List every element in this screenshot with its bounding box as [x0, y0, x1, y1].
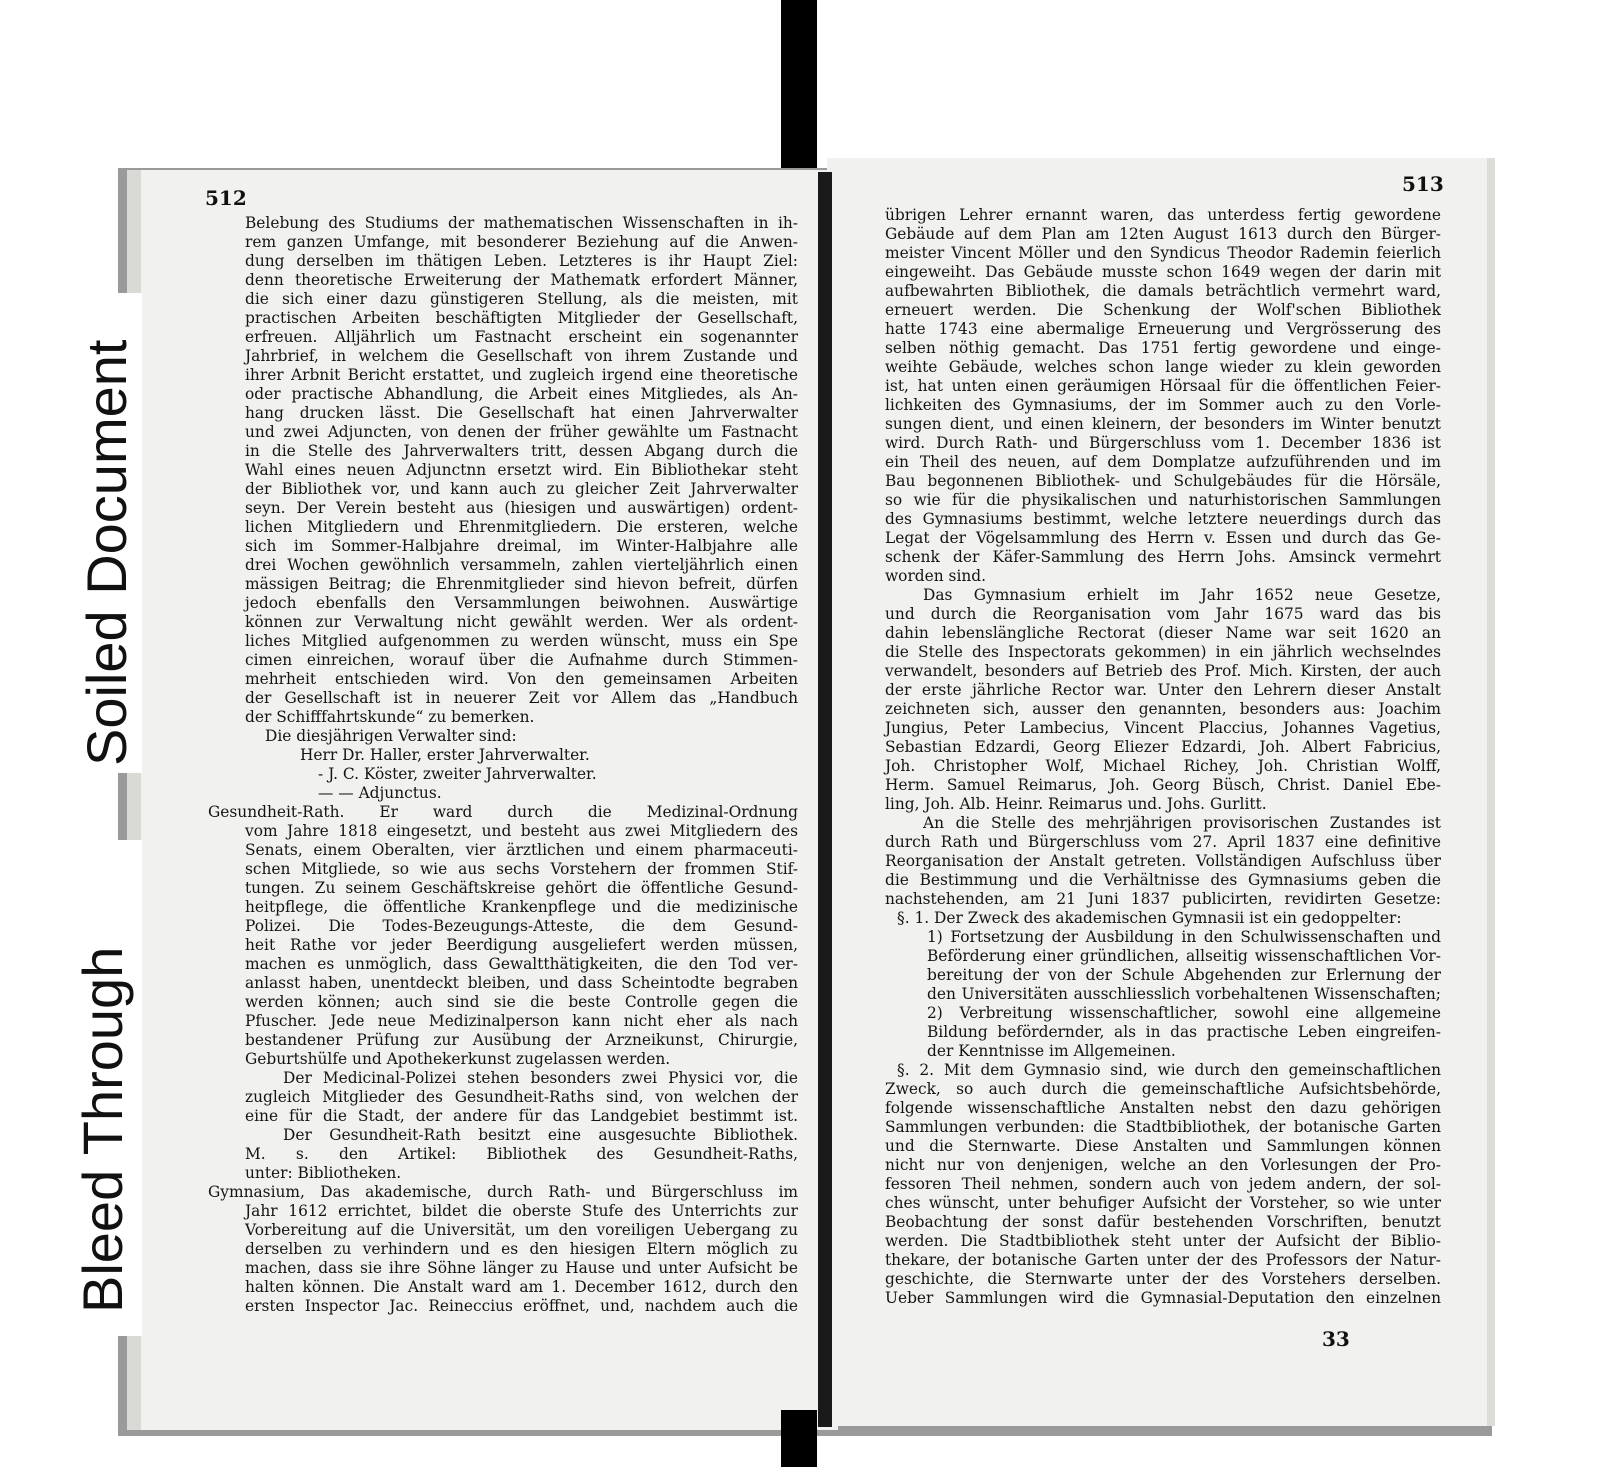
- gymnasium-line: Vorbereitung auf die Universität, um den voreiligen Uebergang zu: [245, 1221, 798, 1239]
- text-line: seyn. Der Verein besteht aus (hiesigen und auswärtigen) ordent-: [245, 499, 798, 517]
- text-line: aufbewahrten Bibliothek, die damals beträchtlich vermehrt ward,: [885, 282, 1441, 300]
- text-line: werden. Die Stadtbibliothek steht unter der Aufsicht der Biblio-: [885, 1232, 1441, 1250]
- text-line: dung derselben im thätigen Leben. Letzteres is ihr Haupt Ziel:: [245, 252, 798, 270]
- verwalter-item: - J. C. Köster, zweiter Jahrverwalter.: [318, 765, 597, 783]
- text-line: die Bestimmung und die Verhältnisse des Gymnasiums geben die: [885, 871, 1441, 889]
- text-line: mehrheit entschieden wird. Von den gemeinsamen Arbeiten: [245, 670, 798, 688]
- right-page-text: [885, 206, 1441, 1308]
- right-page-number: 513: [1402, 172, 1444, 196]
- text-line: Legat der Vögelsammlung des Herrn v. Essen und durch das Ge-: [885, 529, 1441, 547]
- gymnasium-line: ersten Inspector Jac. Reineccius eröffnet, und, nachdem auch die: [245, 1297, 798, 1315]
- text-line: Jahrbrief, in welchem die Gesellschaft von ihrem Zustande und: [245, 347, 798, 365]
- soiled-document-label: Soiled Document: [75, 339, 138, 766]
- gesundheit-line: zugleich Mitglieder des Gesundheit-Raths sind, von welchen der: [245, 1088, 798, 1106]
- text-line: selben nöthig gemacht. Das 1751 fertig gewordene und einge-: [885, 339, 1441, 357]
- text-line: §. 2. Mit dem Gymnasio sind, wie durch den gemeinschaftlichen: [897, 1061, 1441, 1079]
- text-line: und zwei Adjuncten, von denen der früher gewählte um Fastnacht: [245, 423, 798, 441]
- text-line: wird. Durch Rath- und Bürgerschluss vom 1. December 1836 ist: [885, 434, 1441, 452]
- verwalter-item: — — Adjunctus.: [318, 784, 442, 802]
- text-line: Gebäude auf dem Plan am 12ten August 1613 durch den Bürger-: [885, 225, 1441, 243]
- text-line: dahin lebenslängliche Rectorat (dieser Name war seit 1620 an: [885, 624, 1441, 642]
- bleed-through-label: Bleed Through: [71, 946, 134, 1313]
- text-line: übrigen Lehrer ernannt waren, das unterdess fertig gewordene: [885, 206, 1441, 224]
- text-line: der Gesellschaft ist in neuerer Zeit vor Allem das „Handbuch: [245, 689, 798, 707]
- text-line: ein Theil des neuen, auf dem Domplatze aufzuführenden und im: [885, 453, 1441, 471]
- text-line: hatte 1743 eine abermalige Erneuerung und Vergrösserung des: [885, 320, 1441, 338]
- text-line: des Gymnasiums bestimmt, welche letztere neuerdings durch das: [885, 510, 1441, 528]
- text-line: die sich einer dazu günstigeren Stellung, als die meisten, mit: [245, 290, 798, 308]
- text-line: fessoren Theil nehmen, sondern auch von jedem andern, der sol-: [885, 1175, 1441, 1193]
- text-line: der Schifffahrtskunde“ zu bemerken.: [245, 708, 535, 726]
- gesundheit-line: heitpflege, die öffentliche Krankenpflege und die medizinische: [245, 898, 798, 916]
- text-line: liches Mitglied aufgenommen zu werden wünscht, muss ein Spe: [245, 632, 798, 650]
- text-line: sungen dient, und einen kleinern, der besonders im Winter benutzt: [885, 415, 1441, 433]
- text-line: nachstehenden, am 21 Juni 1837 publicirten, revidirten Gesetze:: [885, 890, 1441, 908]
- verwalter-item: Herr Dr. Haller, erster Jahrverwalter.: [300, 746, 590, 764]
- left-page-number: 512: [205, 186, 247, 210]
- gesundheit-line: unter: Bibliotheken.: [245, 1164, 402, 1182]
- text-line: zeichneten sich, ausser den genannten, besonders aus: Joachim: [885, 700, 1441, 718]
- text-line: lichkeiten des Gymnasiums, der im Sommer auch zu den Vorle-: [885, 396, 1441, 414]
- gymnasium-line: Gymnasium, Das akademische, durch Rath- und Bürgerschluss im: [208, 1183, 798, 1201]
- text-line: denn theoretische Erweiterung der Mathematk erfordert Männer,: [245, 271, 798, 289]
- gesundheit-line: Geburtshülfe und Apothekerkunst zugelassen werden.: [245, 1050, 671, 1068]
- text-line: An die Stelle des mehrjährigen provisorischen Zustandes ist: [923, 814, 1441, 832]
- text-line: Belebung des Studiums der mathematischen Wissenschaften in ih-: [245, 214, 798, 232]
- text-line: oder practische Abhandlung, die Arbeit eines Mitgliedes, als An-: [245, 385, 798, 403]
- text-line: in die Stelle des Jahrverwalters tritt, dessen Abgang durch die: [245, 442, 798, 460]
- gesundheit-line: machen es unmöglich, dass Gewaltthätigkeiten, die den Tod ver-: [245, 955, 798, 973]
- text-line: ches wünscht, unter behufiger Aufsicht der Vorsteher, so wie unter: [885, 1194, 1441, 1212]
- gesundheit-line: Der Medicinal-Polizei stehen besonders zwei Physici vor, die: [283, 1069, 798, 1087]
- text-line: erfreuen. Alljährlich um Fastnacht erscheint ein sogenannter: [245, 328, 798, 346]
- text-line: 1) Fortsetzung der Ausbildung in den Schulwissenschaften und: [927, 928, 1441, 946]
- signature-mark: 33: [1322, 1327, 1350, 1351]
- text-line: rem ganzen Umfange, mit besonderer Beziehung auf die Anwen-: [245, 233, 798, 251]
- text-line: Bau begonnenen Bibliothek- und Schulgebäudes für die Hörsäle,: [885, 472, 1441, 490]
- verwalter-heading: Die diesjährigen Verwalter sind:: [265, 727, 517, 745]
- spine-top: [781, 0, 817, 175]
- text-line: lichen Mitgliedern und Ehrenmitgliedern. Die ersteren, welche: [245, 518, 798, 536]
- text-line: durch Rath und Bürgerschluss vom 27. April 1837 eine definitive: [885, 833, 1441, 851]
- text-line: Jungius, Peter Lambecius, Vincent Placcius, Johannes Vagetius,: [885, 719, 1441, 737]
- text-line: sich im Sommer-Halbjahre dreimal, im Winter-Halbjahre alle: [245, 537, 798, 555]
- text-line: hang drucken lässt. Die Gesellschaft hat einen Jahrverwalter: [245, 404, 798, 422]
- text-line: worden sind.: [885, 567, 987, 585]
- gesundheit-line: Pfuscher. Jede neue Medizinalperson kann nicht eher als nach: [245, 1012, 798, 1030]
- text-line: cimen einreichen, worauf über die Aufnahme durch Stimmen-: [245, 651, 798, 669]
- text-line: Das Gymnasium erhielt im Jahr 1652 neue Gesetze,: [923, 586, 1441, 604]
- text-line: thekare, der botanische Garten unter der des Professors der Natur-: [885, 1251, 1441, 1269]
- text-line: 2) Verbreitung wissenschaftlicher, sowohl eine allgemeine: [927, 1004, 1441, 1022]
- text-line: ling, Joh. Alb. Heinr. Reimarus und. Johs. Gurlitt.: [885, 795, 1267, 813]
- text-line: und durch die Reorganisation vom Jahr 1675 ward das bis: [885, 605, 1441, 623]
- gymnasium-line: derselben zu verhindern und es den hiesigen Eltern möglich zu: [245, 1240, 798, 1258]
- text-line: der Bibliothek vor, und kann auch zu gleicher Zeit Jahrverwalter: [245, 480, 798, 498]
- text-line: so wie für die physikalischen und naturhistorischen Sammlungen: [885, 491, 1441, 509]
- text-line: Sammlungen verbunden: die Stadtbibliothek, der botanische Garten: [885, 1118, 1441, 1136]
- text-line: Beobachtung der sonst dafür bestehenden Vorschriften, benutzt: [885, 1213, 1441, 1231]
- gesundheit-line: tungen. Zu seinem Geschäftskreise gehört die öffentliche Gesund-: [245, 879, 798, 897]
- gymnasium-line: halten können. Die Anstalt ward am 1. December 1612, durch den: [245, 1278, 798, 1296]
- text-line: der erste jährliche Rector war. Unter den Lehrern dieser Anstalt: [885, 681, 1441, 699]
- text-line: Herm. Samuel Reimarus, Joh. Georg Büsch, Christ. Daniel Ebe-: [885, 776, 1441, 794]
- text-line: die Stelle des Inspectorats gekommen) in ein jährlich wechselndes: [885, 643, 1441, 661]
- text-line: Zweck, so auch durch die gemeinschaftliche Aufsichtsbehörde,: [885, 1080, 1441, 1098]
- text-line: ihrer Arbnit Bericht erstattet, und zugleich irgend eine theoretische: [245, 366, 798, 384]
- text-line: bereitung der von der Schule Abgehenden zur Erlernung der: [927, 966, 1441, 984]
- gesundheit-line: Polizei. Die Todes-Bezeugungs-Atteste, die dem Gesund-: [245, 917, 798, 935]
- text-line: und die Sternwarte. Diese Anstalten und Sammlungen können: [885, 1137, 1441, 1155]
- text-line: geschichte, die Sternwarte unter der des Vorstehers derselben.: [885, 1270, 1441, 1288]
- gesundheit-line: anlasst haben, unentdeckt bleiben, und dass Scheintodte begraben: [245, 974, 798, 992]
- gesundheit-line: werden können; auch sind sie die beste Controlle gegen die: [245, 993, 798, 1011]
- text-line: den Universitäten ausschliesslich vorbehaltenen Wissenschaften;: [927, 985, 1441, 1003]
- text-line: erneuert werden. Die Schenkung der Wolf'schen Bibliothek: [885, 301, 1441, 319]
- text-line: Beförderung einer gründlichen, allseitig wissenschaftlichen Vor-: [927, 947, 1441, 965]
- text-line: drei Wochen gewöhnlich versammeln, zahlen vierteljährlich einen: [245, 556, 798, 574]
- left-page-text: [208, 214, 798, 1316]
- text-line: Reorganisation der Anstalt getreten. Vollständigen Aufschluss über: [885, 852, 1441, 870]
- text-line: jedoch ebenfalls den Versammlungen beiwohnen. Auswärtige: [245, 594, 798, 612]
- text-line: Bildung befördernder, als in das practische Leben eingreifen-: [927, 1023, 1441, 1041]
- gesundheit-line: Gesundheit-Rath. Er ward durch die Medizinal-Ordnung: [208, 803, 798, 821]
- text-line: mässigen Beitrag; die Ehrenmitglieder sind hievon befreit, dürfen: [245, 575, 798, 593]
- text-line: §. 1. Der Zweck des akademischen Gymnasii ist ein gedoppelter:: [897, 909, 1402, 927]
- text-line: meister Vincent Möller und den Syndicus Theodor Rademin feierlich: [885, 244, 1441, 262]
- text-line: practischen Arbeiten beschäftigten Mitglieder der Gesellschaft,: [245, 309, 798, 327]
- text-line: weihte Gebäude, welches schon lange wieder zu klein geworden: [885, 358, 1441, 376]
- gutter: [818, 172, 832, 1427]
- text-line: können zur Verwaltung nicht gewählt werden. Wer als ordent-: [245, 613, 798, 631]
- gesundheit-line: bestandener Prüfung zur Ausübung der Arzneikunst, Chirurgie,: [245, 1031, 798, 1049]
- text-line: eingeweiht. Das Gebäude musste schon 1649 wegen der darin mit: [885, 263, 1441, 281]
- gesundheit-line: Der Gesundheit-Rath besitzt eine ausgesuchte Bibliothek.: [283, 1126, 798, 1144]
- text-line: nicht nur von denjenigen, welche an den Vorlesungen der Pro-: [885, 1156, 1441, 1174]
- spine-bottom: [781, 1410, 817, 1467]
- gesundheit-line: Senats, einem Oberalten, vier ärztlichen und einem pharmaceuti-: [245, 841, 798, 859]
- text-line: folgende wissenschaftliche Anstalten nebst den dazu gehörigen: [885, 1099, 1441, 1117]
- text-line: Joh. Christopher Wolf, Michael Richey, Joh. Christian Wolff,: [885, 757, 1441, 775]
- text-line: Wahl eines neuen Adjunctnn ersetzt wird. Ein Bibliothekar steht: [245, 461, 798, 479]
- text-line: Ueber Sammlungen wird die Gymnasial-Deputation den einzelnen: [885, 1289, 1441, 1307]
- text-line: Sebastian Edzardi, Georg Eliezer Edzardi, Joh. Albert Fabricius,: [885, 738, 1441, 756]
- gymnasium-line: Jahr 1612 errichtet, bildet die oberste Stufe des Unterrichts zur: [245, 1202, 798, 1220]
- gesundheit-line: heit Rathe vor jeder Beerdigung ausgeliefert werden müssen,: [245, 936, 798, 954]
- text-line: verwandelt, besonders auf Betrieb des Prof. Mich. Kirsten, der auch: [885, 662, 1441, 680]
- gymnasium-line: machen, dass sie ihre Söhne länger zu Hause und unter Aufsicht be: [245, 1259, 798, 1277]
- text-line: schenk der Käfer-Sammlung des Herrn Johs. Amsinck vermehrt: [885, 548, 1441, 566]
- gesundheit-line: vom Jahre 1818 eingesetzt, und besteht aus zwei Mitgliedern des: [245, 822, 798, 840]
- text-line: ist, hat unten einen geräumigen Hörsaal für die öffentlichen Feier-: [885, 377, 1441, 395]
- gesundheit-line: M. s. den Artikel: Bibliothek des Gesundheit-Raths,: [245, 1145, 798, 1163]
- gesundheit-line: eine für die Stadt, der andere für das Landgebiet bestimmt ist.: [245, 1107, 798, 1125]
- gesundheit-line: schen Mitgliede, so wie aus sechs Vorstehern der frommen Stif-: [245, 860, 798, 878]
- text-line: der Kenntnisse im Allgemeinen.: [927, 1042, 1176, 1060]
